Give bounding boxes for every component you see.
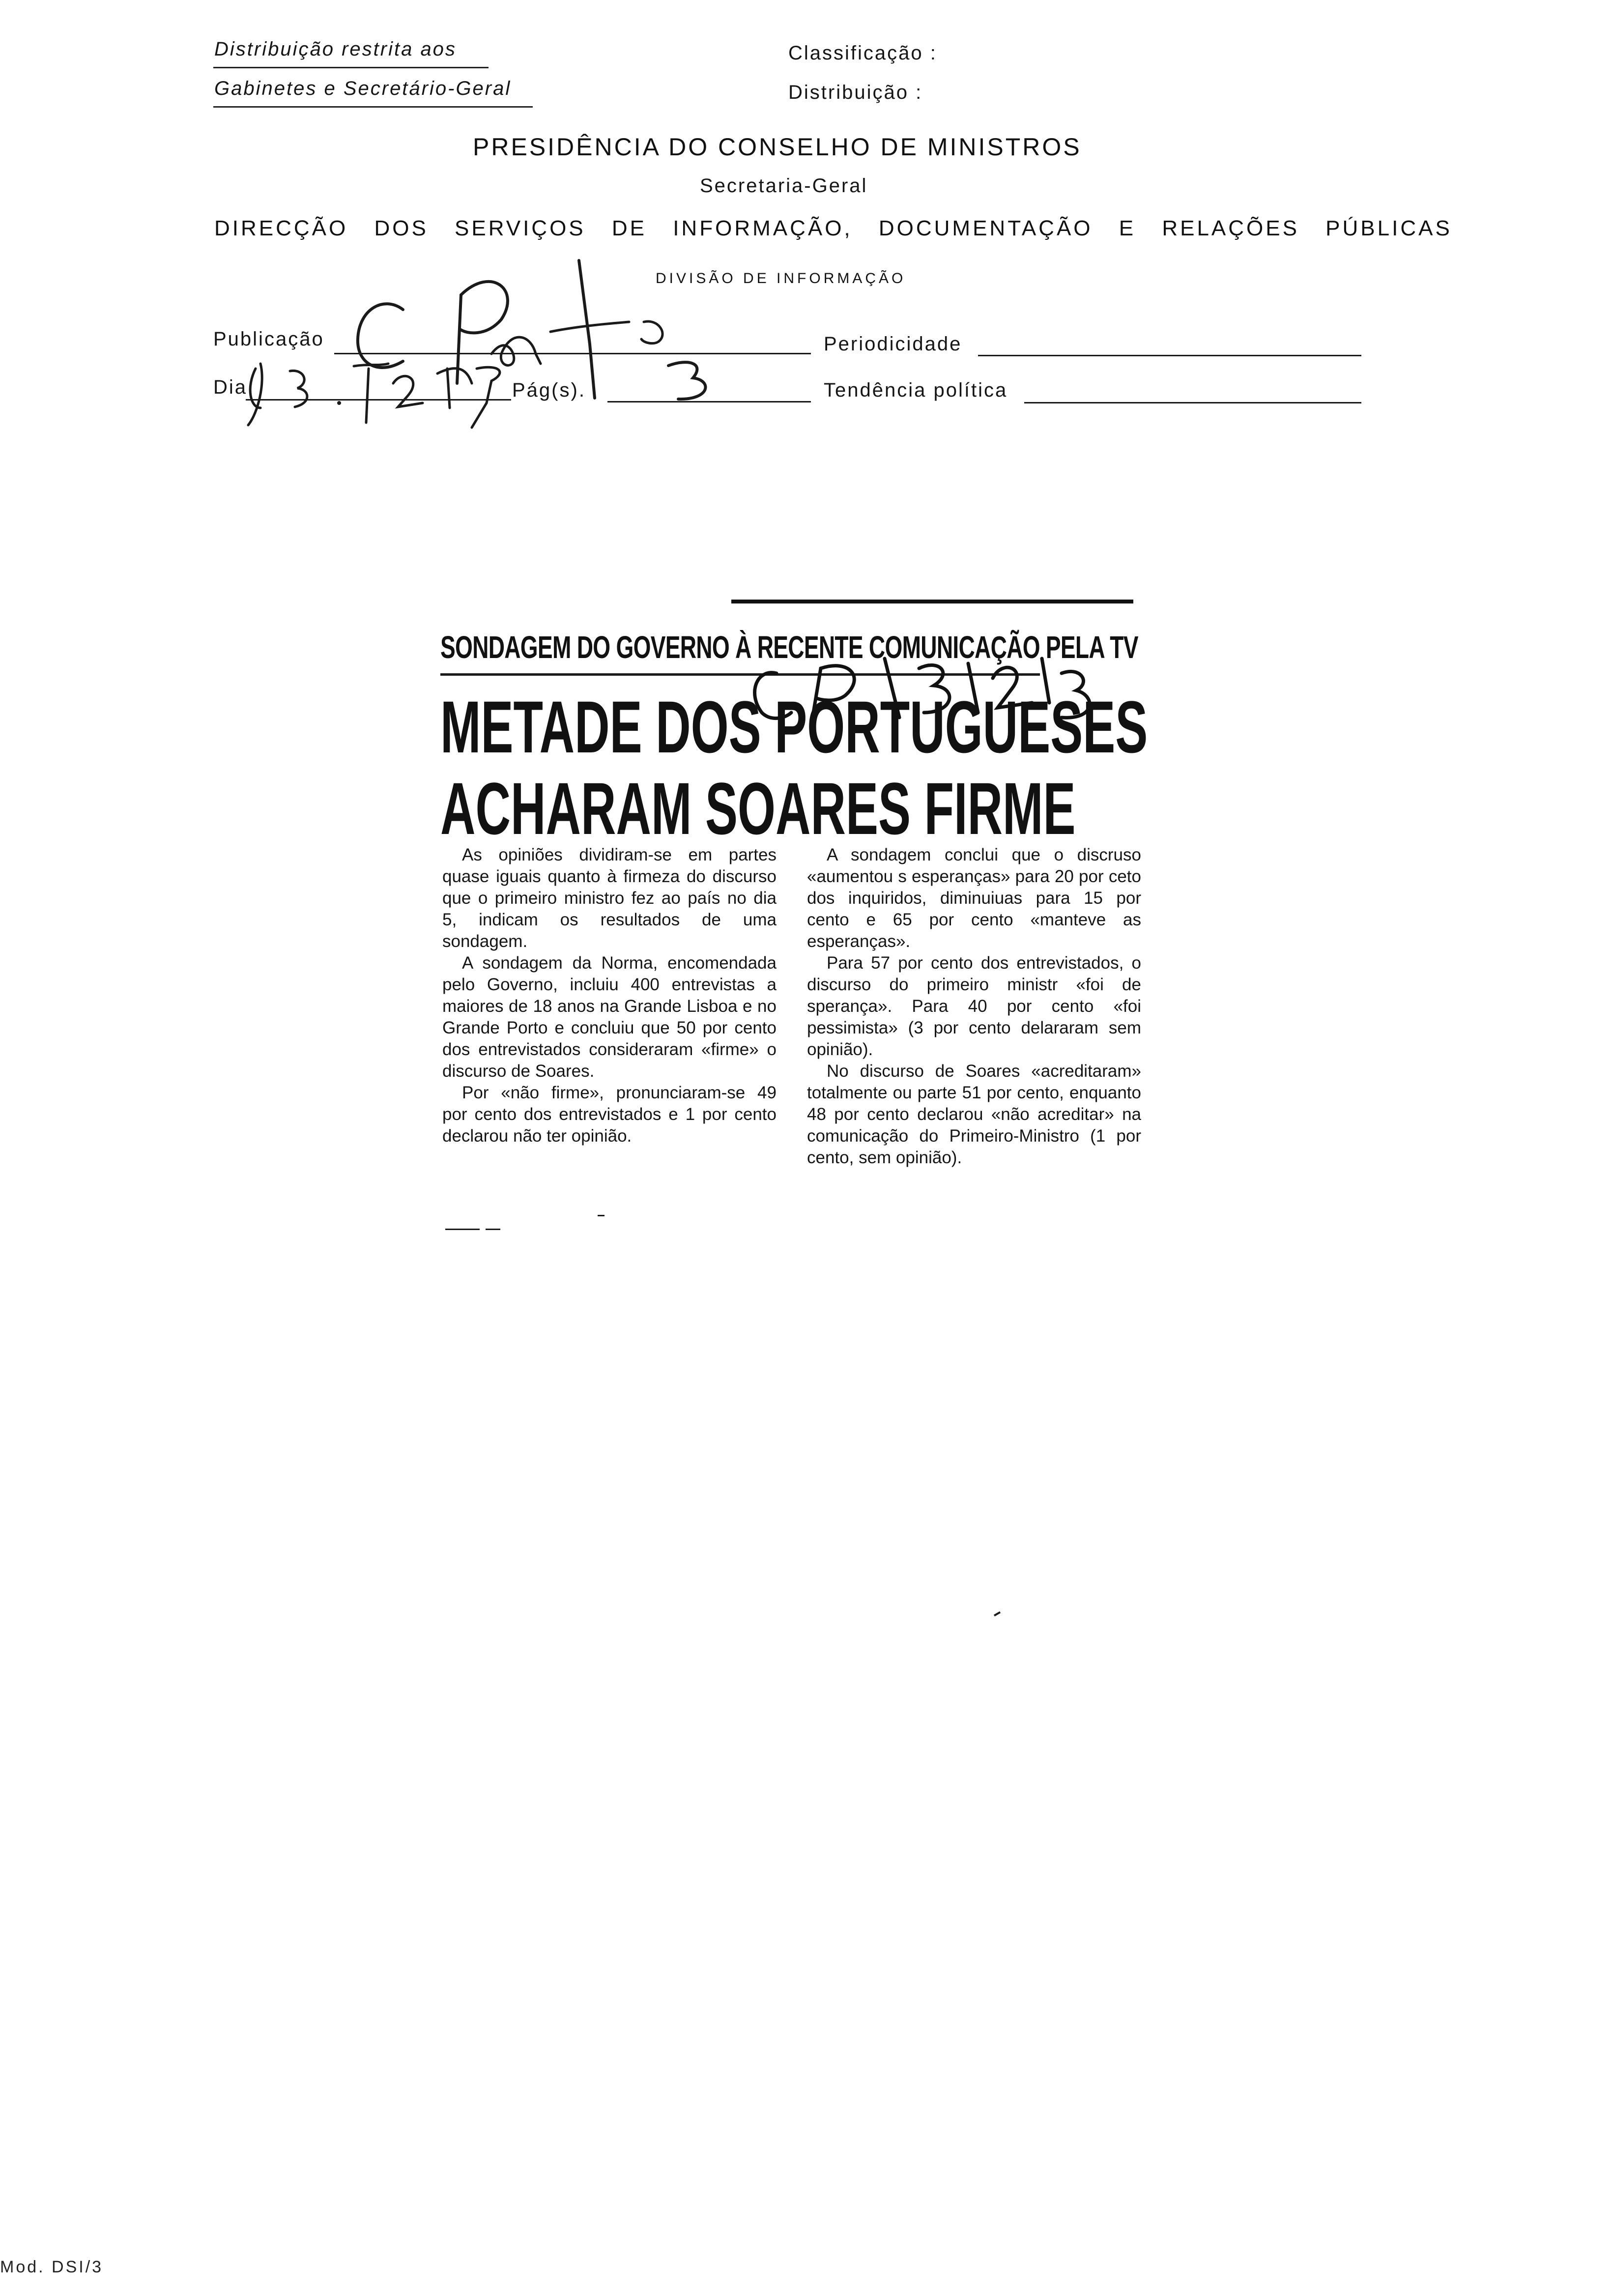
distribution-restricted-line2: Gabinetes e Secretário-Geral	[214, 78, 512, 99]
political-trend-label: Tendência política	[824, 379, 1008, 401]
publication-label: Publicação	[213, 328, 324, 350]
left-paragraph-2: A sondagem da Norma, encomendada pelo Governo, incluiu 400 entrevistas a maiores de 18 anos na Grande Lisboa e no Grande Porto e concluiu que 50 por cento dos entrevistados consideraram «firme» o discurso de Soares.	[442, 953, 777, 1081]
clipping-top-rule	[731, 600, 1133, 603]
distribution-label: Distribuição :	[788, 82, 923, 103]
handwritten-date	[241, 354, 526, 428]
distribution-underline-1	[213, 67, 489, 68]
left-paragraph-1: As opiniões dividiram-se em partes quase iguais quanto à firmeza do discurso que o primeiro ministro fez ao país no dia 5, indicam os resultados de uma sondagem.	[442, 845, 777, 951]
handwritten-pages	[659, 356, 727, 405]
secretariat-title: Secretaria-Geral	[700, 175, 868, 197]
end-mark-dot	[598, 1215, 604, 1216]
article-headline-line2: ACHARAM SOARES FIRME	[440, 767, 1076, 850]
distribution-underline-2	[213, 106, 533, 108]
division-title: DIVISÃO DE INFORMAÇÃO	[656, 270, 906, 287]
end-mark-left	[445, 1229, 480, 1230]
periodicity-label: Periodicidade	[824, 333, 962, 355]
end-mark-left-2	[486, 1229, 500, 1230]
article-left-column	[442, 844, 777, 1147]
right-paragraph-2: Para 57 por cento dos entrevistados, o discurso do primeiro ministr «foi de sperança». Para 40 por cento «foi pessimista» (3 por cento delararam sem opinião).	[807, 953, 1141, 1059]
political-trend-field-line[interactable]	[1024, 402, 1361, 403]
form-code: Mod. DSI/3	[0, 2258, 104, 2276]
right-paragraph-1: A sondagem conclui que o discruso «aumentou s esperanças» para 20 por ceto dos inquiridos, diminuiuas para 15 por cento e 65 por cento «manteve as esperanças».	[807, 845, 1141, 951]
organization-title: PRESIDÊNCIA DO CONSELHO DE MINISTROS	[473, 133, 1082, 161]
article-right-column	[807, 844, 1141, 1169]
article-headline-line1: METADE DOS PORTUGUESES	[440, 686, 1148, 768]
pages-label: Pág(s).	[512, 379, 586, 401]
stray-mark	[994, 1611, 1001, 1616]
right-paragraph-3: No discurso de Soares «acreditaram» totalmente ou parte 51 por cento, enquanto 48 por cento declarou «não acreditar» na comunicação do Primeiro-Ministro (1 por cento, sem opinião).	[807, 1062, 1141, 1167]
classification-label: Classificação :	[788, 42, 937, 64]
distribution-restricted-line1: Distribuição restrita aos	[214, 38, 457, 60]
directorate-title: DIRECÇÃO DOS SERVIÇOS DE INFORMAÇÃO, DOCUMENTAÇÃO E RELAÇÕES PÚBLICAS	[214, 216, 1452, 240]
handwritten-stamp	[737, 639, 1111, 747]
periodicity-field-line[interactable]	[978, 355, 1361, 356]
day-label: Dia	[213, 376, 248, 398]
article-kicker: SONDAGEM DO GOVERNO À RECENTE COMUNICAÇÃO PELA TV	[440, 630, 1138, 665]
left-paragraph-3: Por «não firme», pronunciaram-se 49 por cento dos entrevistados e 1 por cento declarou não ter opinião.	[442, 1083, 777, 1146]
